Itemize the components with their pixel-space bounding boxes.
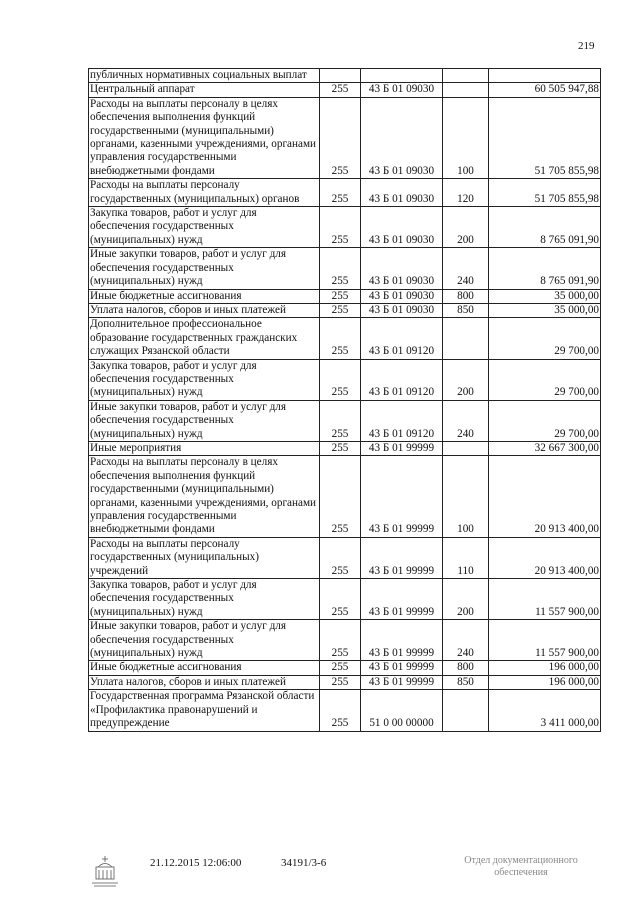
cell-sum: 35 000,00 — [489, 303, 601, 317]
cell-article: 51 0 00 00000 — [361, 690, 443, 731]
cell-name: Уплата налогов, сборов и иных платежей — [89, 675, 320, 689]
cell-article: 43 Б 01 09030 — [361, 207, 443, 248]
cell-sum: 32 667 300,00 — [489, 441, 601, 455]
cell-code: 255 — [320, 579, 361, 620]
cell-code: 255 — [320, 289, 361, 303]
cell-article: 43 Б 01 09120 — [361, 318, 443, 359]
cell-code: 255 — [320, 303, 361, 317]
cell-name: Иные закупки товаров, работ и услуг для обеспечения государственных (муниципальных) нужд — [89, 620, 320, 661]
cell-article: 43 Б 01 09030 — [361, 289, 443, 303]
cell-code — [320, 69, 361, 83]
cell-name: Расходы на выплаты персоналу в целях обеспечения выполнения функций государственными (муниципальными) органами, казенными учреждениями, органами управления государственными внебюджетными фондами — [89, 97, 320, 178]
cell-article: 43 Б 01 09030 — [361, 248, 443, 289]
cell-article: 43 Б 01 99999 — [361, 620, 443, 661]
cell-type — [443, 318, 489, 359]
table-row — [89, 690, 601, 731]
table-row — [89, 620, 601, 661]
cell-code: 255 — [320, 179, 361, 207]
table-row — [89, 69, 601, 83]
cell-article: 43 Б 01 09030 — [361, 303, 443, 317]
footer-doc-number: 34191/3-6 — [281, 857, 327, 869]
cell-name: Иные бюджетные ассигнования — [89, 661, 320, 675]
table-row — [89, 179, 601, 207]
cell-name: Расходы на выплаты персоналу государственных (муниципальных) органов — [89, 179, 320, 207]
cell-code: 255 — [320, 620, 361, 661]
cell-type: 120 — [443, 179, 489, 207]
cell-article: 43 Б 01 99999 — [361, 441, 443, 455]
cell-code: 255 — [320, 690, 361, 731]
cell-article: 43 Б 01 09120 — [361, 400, 443, 441]
budget-table-body — [89, 69, 601, 732]
cell-sum: 20 913 400,00 — [489, 456, 601, 537]
table-row — [89, 441, 601, 455]
cell-type: 850 — [443, 675, 489, 689]
cell-type — [443, 83, 489, 97]
cell-type — [443, 69, 489, 83]
cell-type: 240 — [443, 620, 489, 661]
cell-article: 43 Б 01 99999 — [361, 537, 443, 578]
cell-code: 255 — [320, 248, 361, 289]
cell-name: Расходы на выплаты персоналу в целях обеспечения выполнения функций государственными (муниципальными) органами, казенными учреждениями, органами управления государственными внебюджетными фондами — [89, 456, 320, 537]
cell-name: Государственная программа Рязанской области «Профилактика правонарушений и предупреждение — [89, 690, 320, 731]
cell-type: 200 — [443, 579, 489, 620]
cell-type: 200 — [443, 207, 489, 248]
cell-sum: 35 000,00 — [489, 289, 601, 303]
cell-article — [361, 69, 443, 83]
table-row — [89, 579, 601, 620]
cell-sum: 3 411 000,00 — [489, 690, 601, 731]
cell-article: 43 Б 01 09030 — [361, 83, 443, 97]
table-row — [89, 289, 601, 303]
cell-sum: 8 765 091,90 — [489, 207, 601, 248]
table-row — [89, 456, 601, 537]
table-row — [89, 400, 601, 441]
cell-sum: 29 700,00 — [489, 318, 601, 359]
cell-sum — [489, 69, 601, 83]
cell-type: 240 — [443, 400, 489, 441]
cell-code: 255 — [320, 97, 361, 178]
table-row — [89, 83, 601, 97]
cell-name: Уплата налогов, сборов и иных платежей — [89, 303, 320, 317]
table-row — [89, 207, 601, 248]
cell-type: 110 — [443, 537, 489, 578]
cell-article: 43 Б 01 09030 — [361, 97, 443, 178]
cell-name: Закупка товаров, работ и услуг для обеспечения государственных (муниципальных) нужд — [89, 359, 320, 400]
page-number: 219 — [578, 40, 595, 52]
cell-name: Расходы на выплаты персоналу государственных (муниципальных) учреждений — [89, 537, 320, 578]
cell-code: 255 — [320, 675, 361, 689]
cell-sum: 196 000,00 — [489, 661, 601, 675]
cell-sum: 11 557 900,00 — [489, 579, 601, 620]
cell-code: 255 — [320, 661, 361, 675]
table-row — [89, 248, 601, 289]
cell-type: 800 — [443, 289, 489, 303]
cell-article: 43 Б 01 09120 — [361, 359, 443, 400]
cell-code: 255 — [320, 441, 361, 455]
cell-article: 43 Б 01 99999 — [361, 661, 443, 675]
footer-date: 21.12.2015 12:06:00 — [150, 857, 242, 869]
table-row — [89, 97, 601, 178]
cell-name: Иные закупки товаров, работ и услуг для обеспечения государственных (муниципальных) нужд — [89, 400, 320, 441]
cell-code: 255 — [320, 83, 361, 97]
cell-sum: 51 705 855,98 — [489, 179, 601, 207]
cell-article: 43 Б 01 09030 — [361, 179, 443, 207]
cell-name: Иные бюджетные ассигнования — [89, 289, 320, 303]
cell-code: 255 — [320, 359, 361, 400]
footer-department-stamp: Отдел документационного обеспечения — [464, 855, 578, 878]
cell-code: 255 — [320, 537, 361, 578]
table-row — [89, 359, 601, 400]
cell-type — [443, 690, 489, 731]
cell-sum: 29 700,00 — [489, 359, 601, 400]
cell-sum: 29 700,00 — [489, 400, 601, 441]
table-row — [89, 303, 601, 317]
cell-sum: 60 505 947,88 — [489, 83, 601, 97]
cell-type: 850 — [443, 303, 489, 317]
cell-sum: 196 000,00 — [489, 675, 601, 689]
cell-name: Закупка товаров, работ и услуг для обеспечения государственных (муниципальных) нужд — [89, 207, 320, 248]
cell-type — [443, 441, 489, 455]
budget-table — [88, 68, 601, 732]
cell-sum: 8 765 091,90 — [489, 248, 601, 289]
cell-sum: 20 913 400,00 — [489, 537, 601, 578]
table-row — [89, 318, 601, 359]
cell-name: публичных нормативных социальных выплат — [89, 69, 320, 83]
cell-article: 43 Б 01 99999 — [361, 456, 443, 537]
emblem-logo — [86, 853, 124, 896]
cell-code: 255 — [320, 318, 361, 359]
cell-type: 100 — [443, 97, 489, 178]
table-row — [89, 537, 601, 578]
cell-code: 255 — [320, 400, 361, 441]
cell-type: 240 — [443, 248, 489, 289]
cell-article: 43 Б 01 99999 — [361, 675, 443, 689]
cell-name: Центральный аппарат — [89, 83, 320, 97]
cell-name: Иные мероприятия — [89, 441, 320, 455]
cell-name: Иные закупки товаров, работ и услуг для обеспечения государственных (муниципальных) нужд — [89, 248, 320, 289]
cell-sum: 51 705 855,98 — [489, 97, 601, 178]
table-row — [89, 661, 601, 675]
cell-code: 255 — [320, 456, 361, 537]
cell-type: 100 — [443, 456, 489, 537]
cell-name: Закупка товаров, работ и услуг для обеспечения государственных (муниципальных) нужд — [89, 579, 320, 620]
cell-type: 200 — [443, 359, 489, 400]
cell-type: 800 — [443, 661, 489, 675]
cell-article: 43 Б 01 99999 — [361, 579, 443, 620]
table-row — [89, 675, 601, 689]
cell-code: 255 — [320, 207, 361, 248]
cell-name: Дополнительное профессиональное образование государственных гражданских служащих Рязанской области — [89, 318, 320, 359]
cell-sum: 11 557 900,00 — [489, 620, 601, 661]
